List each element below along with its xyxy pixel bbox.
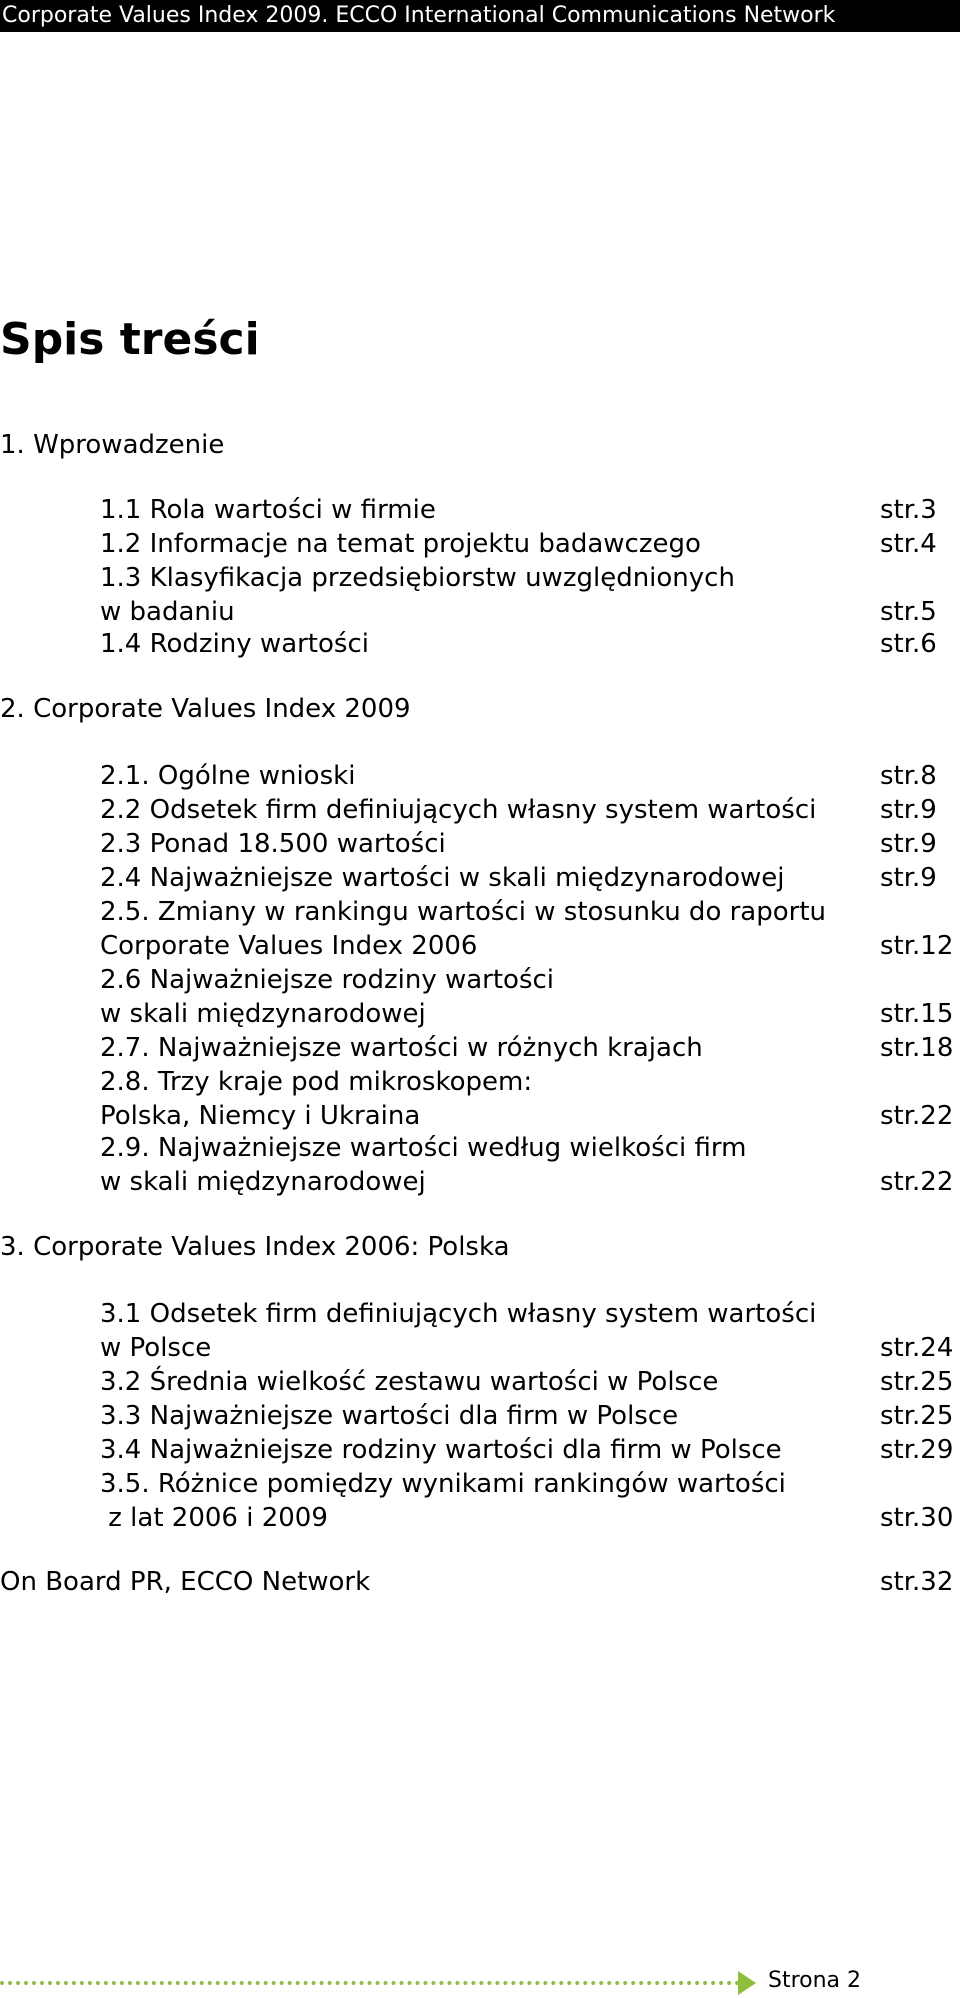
page-title: Spis treści	[0, 314, 260, 365]
toc-entry-2-6-line2: w skali międzynarodowej	[100, 999, 426, 1029]
footer-arrow-icon	[738, 1971, 756, 1995]
toc-section-2: 2. Corporate Values Index 2009	[0, 694, 411, 724]
toc-entry-3-5-line1: 3.5. Różnice pomiędzy wynikami rankingów wartości	[100, 1469, 786, 1499]
footer-dotted-rule	[0, 1981, 740, 1985]
toc-page-2-7: str.18	[880, 1033, 954, 1063]
toc-page-3-4: str.29	[880, 1435, 954, 1465]
toc-entry-3-4: 3.4 Najważniejsze rodziny wartości dla firm w Polsce	[100, 1435, 782, 1465]
toc-page-3-3: str.25	[880, 1401, 954, 1431]
toc-page-2-2: str.9	[880, 795, 937, 825]
toc-entry-2-6-line1: 2.6 Najważniejsze rodziny wartości	[100, 965, 555, 995]
toc-page-2-1: str.8	[880, 761, 937, 791]
toc-entry-2-5-line1: 2.5. Zmiany w rankingu wartości w stosunku do raportu	[100, 897, 827, 927]
toc-entry-2-4: 2.4 Najważniejsze wartości w skali międzynarodowej	[100, 863, 785, 893]
toc-section-3: 3. Corporate Values Index 2006: Polska	[0, 1232, 510, 1262]
toc-entry-1-3-line2: w badaniu	[100, 597, 235, 627]
toc-page-2-3: str.9	[880, 829, 937, 859]
toc-entry-2-2: 2.2 Odsetek firm definiujących własny system wartości	[100, 795, 817, 825]
page-number: Strona 2	[768, 1968, 862, 1993]
document-header: Corporate Values Index 2009. ECCO International Communications Network	[0, 0, 960, 32]
toc-entry-3-1-line2: w Polsce	[100, 1333, 212, 1363]
toc-page-3-1: str.24	[880, 1333, 954, 1363]
toc-page-1-3: str.5	[880, 597, 937, 627]
toc-page-2-6: str.15	[880, 999, 954, 1029]
toc-entry-1-2: 1.2 Informacje na temat projektu badawczego	[100, 529, 701, 559]
toc-section-1: 1. Wprowadzenie	[0, 430, 225, 460]
toc-page-2-9: str.22	[880, 1167, 954, 1197]
toc-entry-1-1: 1.1 Rola wartości w firmie	[100, 495, 436, 525]
toc-page-1-1: str.3	[880, 495, 937, 525]
toc-page-2-5: str.12	[880, 931, 954, 961]
toc-page-onboard: str.32	[880, 1567, 954, 1597]
toc-entry-1-4: 1.4 Rodziny wartości	[100, 629, 369, 659]
toc-entry-2-3: 2.3 Ponad 18.500 wartości	[100, 829, 446, 859]
toc-entry-2-8-line1: 2.8. Trzy kraje pod mikroskopem:	[100, 1067, 533, 1097]
toc-entry-2-9-line1: 2.9. Najważniejsze wartości według wielkości firm	[100, 1133, 747, 1163]
toc-page-3-2: str.25	[880, 1367, 954, 1397]
toc-entry-3-2: 3.2 Średnia wielkość zestawu wartości w Polsce	[100, 1367, 719, 1397]
toc-page-1-4: str.6	[880, 629, 937, 659]
toc-entry-2-8-line2: Polska, Niemcy i Ukraina	[100, 1101, 421, 1131]
toc-entry-3-5-line2: z lat 2006 i 2009	[100, 1503, 328, 1533]
toc-page-1-2: str.4	[880, 529, 937, 559]
toc-entry-3-3: 3.3 Najważniejsze wartości dla firm w Polsce	[100, 1401, 679, 1431]
toc-entry-onboard: On Board PR, ECCO Network	[0, 1567, 371, 1597]
toc-page-2-8: str.22	[880, 1101, 954, 1131]
toc-entry-2-9-line2: w skali międzynarodowej	[100, 1167, 426, 1197]
toc-entry-3-1-line1: 3.1 Odsetek firm definiujących własny system wartości	[100, 1299, 817, 1329]
toc-entry-2-1: 2.1. Ogólne wnioski	[100, 761, 356, 791]
toc-page-3-5: str.30	[880, 1503, 954, 1533]
toc-entry-1-3-line1: 1.3 Klasyfikacja przedsiębiorstw uwzględnionych	[100, 563, 735, 593]
toc-page-2-4: str.9	[880, 863, 937, 893]
toc-entry-2-5-line2: Corporate Values Index 2006	[100, 931, 478, 961]
toc-entry-2-7: 2.7. Najważniejsze wartości w różnych krajach	[100, 1033, 703, 1063]
